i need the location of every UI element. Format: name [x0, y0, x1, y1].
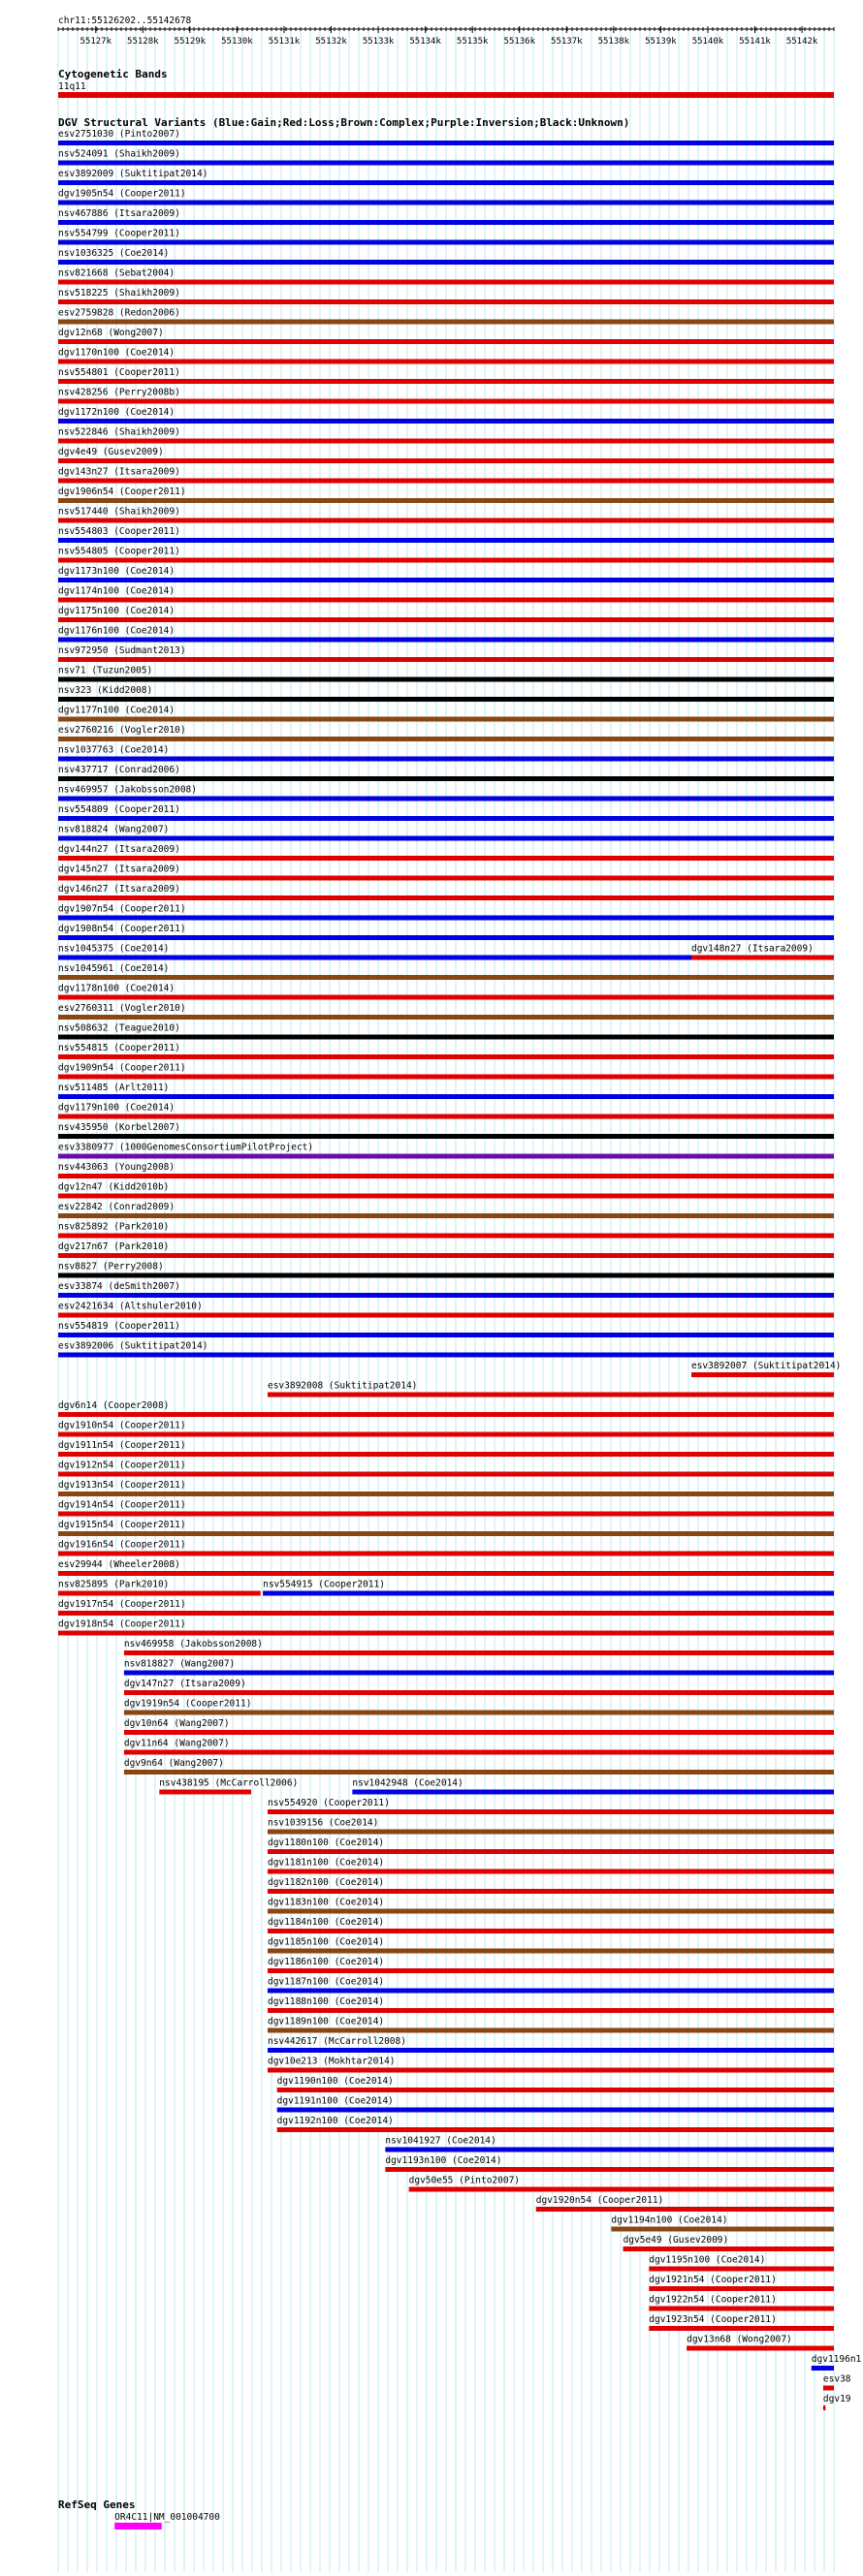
refseq-track-title: RefSeq Genes [58, 2498, 136, 2511]
dgv-feature-bar[interactable] [385, 2148, 834, 2152]
dgv-feature-label: dgv145n27 (Itsara2009) [58, 864, 180, 875]
ruler-tick-label: 55140k [691, 37, 724, 47]
dgv-feature-label: esv29944 (Wheeler2008) [58, 1559, 180, 1570]
dgv-feature-label: nsv442617 (McCarroll2008) [267, 2036, 406, 2047]
dgv-feature-bar[interactable] [58, 816, 834, 821]
dgv-feature-label: dgv1916n54 (Cooper2011) [58, 1539, 186, 1551]
refseq-gene-bar[interactable] [114, 2523, 162, 2529]
dgv-feature-bar[interactable] [58, 220, 834, 225]
dgv-feature-label: dgv1910n54 (Cooper2011) [58, 1420, 186, 1431]
dgv-feature-label: nsv818824 (Wang2007) [58, 824, 170, 835]
dgv-feature-bar[interactable] [58, 1035, 834, 1040]
ruler-tick-label: 55139k [645, 37, 677, 47]
location-label: chr11:55126202..55142678 [58, 16, 192, 26]
dgv-feature-label: dgv10n64 (Wang2007) [123, 1718, 230, 1729]
dgv-feature-label: dgv1176n100 (Coe2014) [58, 625, 176, 637]
dgv-feature-bar[interactable] [58, 1591, 261, 1596]
dgv-feature-bar[interactable] [58, 916, 834, 921]
dgv-feature-bar[interactable] [268, 1889, 834, 1894]
dgv-feature-bar[interactable] [691, 956, 834, 960]
dgv-feature-label: esv2760216 (Vogler2010) [58, 725, 186, 736]
dgv-feature-label: esv33874 (deSmith2007) [58, 1281, 180, 1292]
dgv-feature-label: dgv1182n100 (Coe2014) [267, 1877, 385, 1888]
refseq-gene-label: OR4C11|NM_001004700 [114, 2512, 220, 2523]
dgv-feature-label: esv2751030 (Pinto2007) [58, 129, 180, 140]
dgv-feature-label: nsv554799 (Cooper2011) [58, 228, 180, 239]
dgv-feature-label: nsv8827 (Perry2008) [58, 1261, 164, 1272]
dgv-feature-label: dgv13n68 (Wong2007) [687, 2334, 792, 2345]
dgv-feature-label: dgv1193n100 (Coe2014) [385, 2155, 502, 2166]
dgv-feature-bar[interactable] [268, 1830, 834, 1835]
dgv-feature-label: nsv825892 (Park2010) [58, 1221, 170, 1233]
dgv-feature-label: nsv524091 (Shaikh2009) [58, 148, 180, 160]
dgv-feature-label: dgv1913n54 (Cooper2011) [58, 1480, 186, 1491]
dgv-feature-label: nsv554803 (Cooper2011) [58, 526, 180, 537]
dgv-feature-label: dgv146n27 (Itsara2009) [58, 884, 180, 895]
dgv-feature-label: nsv825895 (Park2010) [58, 1579, 170, 1590]
dgv-feature-label: nsv522846 (Shaikh2009) [58, 426, 180, 438]
dgv-feature-label: nsv972950 (Sudmant2013) [58, 645, 186, 656]
dgv-feature-bar[interactable] [58, 1353, 834, 1358]
dgv-feature-bar[interactable] [58, 1631, 834, 1636]
dgv-feature-bar[interactable] [124, 1690, 834, 1695]
ruler-tick-label: 55142k [785, 37, 818, 47]
ruler-tick-label: 55128k [127, 37, 159, 47]
dgv-feature-bar[interactable] [58, 479, 834, 484]
dgv-feature-bar[interactable] [268, 1393, 834, 1398]
dgv-feature-bar[interactable] [691, 1372, 834, 1377]
dgv-feature-bar[interactable] [58, 638, 834, 643]
dgv-feature-label: dgv1173n100 (Coe2014) [58, 566, 176, 577]
refseq-features [114, 2512, 220, 2529]
dgv-feature-label: dgv1191n100 (Coe2014) [276, 2095, 394, 2107]
dgv-feature-label: dgv1178n100 (Coe2014) [58, 983, 176, 994]
dgv-feature-bar[interactable] [58, 1213, 834, 1218]
dgv-feature-bar[interactable] [268, 1849, 834, 1854]
dgv-feature-bar[interactable] [58, 439, 834, 444]
dgv-feature-bar[interactable] [58, 299, 834, 304]
dgv-feature-label: nsv1036325 (Coe2014) [58, 248, 170, 259]
dgv-feature-bar[interactable] [58, 1432, 834, 1437]
dgv-feature-bar[interactable] [58, 360, 834, 364]
dgv-feature-bar[interactable] [58, 240, 834, 245]
dgv-feature-bar[interactable] [268, 1869, 834, 1874]
dgv-feature-bar[interactable] [124, 1730, 834, 1735]
dgv-feature-label: dgv9n64 (Wang2007) [123, 1758, 224, 1769]
dgv-feature-bar[interactable] [58, 339, 834, 344]
dgv-feature-bar[interactable] [263, 1591, 834, 1596]
ruler-tick-label: 55133k [362, 37, 395, 47]
dgv-feature-label: nsv1042948 (Coe2014) [352, 1777, 463, 1789]
dgv-feature-label: dgv1181n100 (Coe2014) [267, 1857, 385, 1869]
dgv-feature-label: nsv511485 (Arlt2011) [58, 1083, 170, 1093]
dgv-feature-label: dgv1907n54 (Cooper2011) [58, 903, 186, 915]
ruler-tick-label: 55137k [551, 37, 583, 47]
dgv-feature-bar[interactable] [58, 1313, 834, 1318]
dgv-feature-bar[interactable] [58, 757, 834, 762]
dgv-feature-label: dgv1183n100 (Coe2014) [267, 1897, 385, 1908]
dgv-feature-bar[interactable] [58, 1552, 834, 1556]
dgv-feature-label: dgv1922n54 (Cooper2011) [649, 2294, 777, 2306]
dgv-feature-bar[interactable] [159, 1790, 251, 1795]
dgv-feature-bar[interactable] [58, 458, 834, 463]
dgv-feature-bar[interactable] [268, 2028, 834, 2033]
dgv-feature-bar[interactable] [687, 2346, 834, 2351]
dgv-feature-bar[interactable] [268, 1929, 834, 1933]
dgv-feature-bar[interactable] [812, 2366, 834, 2371]
dgv-feature-bar[interactable] [268, 2068, 834, 2073]
ruler-tick-label: 55127k [80, 37, 112, 47]
dgv-feature-label: nsv438195 (McCarroll2006) [159, 1777, 299, 1789]
dgv-feature-label: dgv1908n54 (Cooper2011) [58, 924, 186, 934]
dgv-feature-bar[interactable] [58, 1094, 834, 1099]
dgv-feature-label: dgv1195n100 (Coe2014) [649, 2254, 766, 2266]
dgv-feature-label: esv2421634 (Altshuler2010) [58, 1301, 203, 1312]
dgv-feature-label: dgv148n27 (Itsara2009) [690, 943, 814, 955]
dgv-feature-bar[interactable] [268, 1809, 834, 1814]
dgv-feature-label: nsv554815 (Cooper2011) [58, 1043, 180, 1053]
dgv-feature-label: nsv435950 (Korbel2007) [58, 1122, 180, 1133]
dgv-feature-bar[interactable] [58, 797, 834, 801]
dgv-feature-label: dgv6n14 (Cooper2008) [58, 1400, 170, 1411]
dgv-feature-bar[interactable] [268, 1909, 834, 1914]
dgv-feature-bar[interactable] [124, 1671, 834, 1676]
dgv-feature-label: dgv1185n100 (Coe2014) [267, 1936, 385, 1948]
dgv-feature-label: nsv1045375 (Coe2014) [58, 943, 170, 955]
ruler-tick-label: 55138k [597, 37, 630, 47]
dgv-feature-label: dgv1192n100 (Coe2014) [276, 2116, 394, 2126]
dgv-feature-label: dgv1914n54 (Cooper2011) [58, 1499, 186, 1511]
dgv-feature-label: nsv1045961 (Coe2014) [58, 963, 170, 974]
dgv-track-title: DGV Structural Variants (Blue:Gain;Red:Loss;Brown:Complex;Purple:Inversion;Black:Unknown) [58, 116, 630, 129]
cytoband-bar[interactable] [58, 92, 834, 98]
ruler-tick-label: 55134k [409, 37, 441, 47]
dgv-feature-bar[interactable] [58, 1611, 834, 1616]
dgv-feature-bar[interactable] [649, 2326, 834, 2331]
dgv-feature-label: dgv1170n100 (Coe2014) [58, 347, 176, 359]
dgv-feature-label: nsv818827 (Wang2007) [123, 1658, 236, 1670]
dgv-feature-bar[interactable] [58, 935, 834, 940]
dgv-feature-bar[interactable] [58, 201, 834, 205]
dgv-feature-label: dgv1177n100 (Coe2014) [58, 705, 176, 716]
dgv-feature-bar[interactable] [823, 2386, 834, 2391]
dgv-feature-label: dgv1918n54 (Cooper2011) [58, 1618, 186, 1630]
ruler-tick-label: 55131k [268, 37, 301, 47]
dgv-feature-label: esv3892009 (Suktitipat2014) [58, 169, 208, 179]
dgv-feature-label: dgv1912n54 (Cooper2011) [58, 1460, 186, 1471]
dgv-feature-label: nsv517440 (Shaikh2009) [58, 506, 180, 518]
dgv-feature-label: esv3892007 (Suktitipat2014) [690, 1361, 842, 1371]
dgv-feature-label: nsv1037763 (Coe2014) [58, 744, 170, 756]
dgv-feature-label: dgv1923n54 (Cooper2011) [649, 2314, 777, 2325]
dgv-feature-label: dgv1196n1 [811, 2354, 862, 2365]
dgv-feature-bar[interactable] [58, 697, 834, 702]
cytoband-track-title: Cytogenetic Bands [58, 68, 168, 80]
dgv-feature-bar[interactable] [58, 419, 834, 424]
dgv-feature-bar[interactable] [58, 141, 834, 145]
dgv-feature-bar[interactable] [124, 1711, 834, 1715]
dgv-feature-label: dgv1920n54 (Cooper2011) [535, 2195, 664, 2206]
dgv-feature-bar[interactable] [385, 2167, 834, 2172]
dgv-feature-bar[interactable] [268, 1968, 834, 1973]
dgv-feature-bar[interactable] [58, 518, 834, 523]
dgv-feature-bar[interactable] [823, 2405, 825, 2410]
dgv-feature-bar[interactable] [58, 677, 834, 682]
dgv-features [58, 129, 862, 2410]
dgv-feature-label: nsv1041927 (Coe2014) [385, 2135, 496, 2147]
dgv-feature-bar[interactable] [58, 1054, 834, 1059]
dgv-feature-bar[interactable] [649, 2307, 834, 2311]
dgv-feature-label: esv2759828 (Redon2006) [58, 307, 180, 319]
dgv-feature-bar[interactable] [409, 2187, 834, 2192]
dgv-feature-bar[interactable] [58, 320, 834, 325]
dgv-feature-bar[interactable] [58, 1015, 834, 1020]
dgv-feature-bar[interactable] [268, 2008, 834, 2013]
dgv-feature-label: dgv1184n100 (Coe2014) [267, 1917, 385, 1928]
dgv-feature-bar[interactable] [58, 956, 703, 960]
dgv-feature-label: nsv554805 (Cooper2011) [58, 546, 180, 557]
dgv-feature-bar[interactable] [124, 1750, 834, 1755]
dgv-feature-label: dgv1174n100 (Coe2014) [58, 585, 176, 597]
dgv-feature-label: dgv1190n100 (Coe2014) [276, 2076, 394, 2087]
ruler-tick-label: 55129k [174, 37, 207, 47]
dgv-feature-bar[interactable] [268, 2048, 834, 2053]
dgv-feature-label: nsv554915 (Cooper2011) [263, 1579, 385, 1590]
cytoband-label: 11q11 [58, 81, 86, 92]
dgv-feature-bar[interactable] [58, 717, 834, 722]
dgv-feature-bar[interactable] [58, 995, 834, 1000]
dgv-feature-label: dgv1179n100 (Coe2014) [58, 1102, 176, 1114]
dgv-feature-label: dgv1189n100 (Coe2014) [267, 2016, 385, 2027]
dgv-feature-bar[interactable] [58, 161, 834, 166]
dgv-feature-bar[interactable] [58, 737, 834, 741]
dgv-feature-label: nsv469958 (Jakobsson2008) [123, 1639, 263, 1649]
dgv-feature-label: nsv554801 (Cooper2011) [58, 367, 180, 378]
dgv-feature-label: esv2760311 (Vogler2010) [58, 1003, 186, 1014]
dgv-feature-bar[interactable] [623, 2246, 834, 2251]
dgv-feature-label: nsv554809 (Cooper2011) [58, 804, 180, 815]
dgv-feature-label: dgv1905n54 (Cooper2011) [58, 188, 186, 200]
dgv-feature-label: dgv217n67 (Park2010) [58, 1241, 170, 1252]
dgv-feature-bar[interactable] [611, 2227, 834, 2232]
dgv-feature-bar[interactable] [58, 1571, 834, 1576]
dgv-feature-bar[interactable] [58, 260, 834, 265]
dgv-feature-label: esv22842 (Conrad2009) [58, 1202, 176, 1212]
dgv-feature-bar[interactable] [268, 1989, 834, 1994]
dgv-feature-bar[interactable] [58, 180, 834, 185]
dgv-feature-label: dgv19 [822, 2394, 851, 2404]
dgv-feature-bar[interactable] [58, 538, 834, 543]
ruler-tick-label: 55136k [503, 37, 536, 47]
dgv-feature-bar[interactable] [58, 836, 834, 841]
ruler-tick-label: 55130k [221, 37, 253, 47]
dgv-feature-label: dgv144n27 (Itsara2009) [58, 844, 180, 855]
dgv-feature-bar[interactable] [58, 1234, 834, 1239]
dgv-feature-bar[interactable] [58, 379, 834, 384]
dgv-feature-bar[interactable] [277, 2088, 834, 2092]
dgv-feature-bar[interactable] [649, 2267, 834, 2272]
dgv-feature-bar[interactable] [58, 1154, 834, 1159]
dgv-feature-label: dgv143n27 (Itsara2009) [58, 466, 180, 478]
dgv-feature-bar[interactable] [58, 1472, 834, 1477]
dgv-feature-bar[interactable] [124, 1650, 834, 1655]
dgv-feature-bar[interactable] [58, 1492, 834, 1496]
dgv-feature-label: nsv554920 (Cooper2011) [267, 1798, 390, 1808]
dgv-feature-label: dgv1909n54 (Cooper2011) [58, 1062, 186, 1074]
dgv-feature-label: dgv1906n54 (Cooper2011) [58, 487, 186, 497]
dgv-feature-bar[interactable] [352, 1790, 834, 1795]
dgv-feature-label: dgv1919n54 (Cooper2011) [123, 1698, 252, 1710]
dgv-feature-bar[interactable] [58, 1293, 834, 1298]
dgv-feature-bar[interactable] [58, 895, 834, 900]
dgv-feature-bar[interactable] [58, 1194, 834, 1199]
dgv-feature-label: esv3892006 (Suktitipat2014) [58, 1340, 208, 1352]
dgv-feature-bar[interactable] [58, 776, 834, 781]
dgv-feature-label: nsv518225 (Shaikh2009) [58, 288, 180, 298]
dgv-feature-bar[interactable] [58, 1273, 834, 1278]
dgv-feature-bar[interactable] [58, 1452, 834, 1457]
dgv-feature-bar[interactable] [58, 1174, 834, 1178]
dgv-feature-bar[interactable] [58, 598, 834, 603]
dgv-feature-label: nsv428256 (Perry2008b) [58, 387, 180, 398]
dgv-feature-bar[interactable] [58, 578, 834, 582]
dgv-feature-label: dgv12n68 (Wong2007) [58, 328, 164, 338]
dgv-feature-bar[interactable] [58, 280, 834, 285]
dgv-feature-bar[interactable] [58, 856, 834, 861]
dgv-feature-label: nsv1039156 (Coe2014) [267, 1817, 379, 1829]
ruler-tick-label: 55141k [739, 37, 771, 47]
dgv-feature-label: dgv1186n100 (Coe2014) [267, 1957, 385, 1967]
dgv-feature-label: dgv1187n100 (Coe2014) [267, 1976, 385, 1988]
dgv-feature-label: dgv1172n100 (Coe2014) [58, 407, 176, 418]
dgv-feature-bar[interactable] [268, 1949, 834, 1954]
dgv-feature-bar[interactable] [58, 657, 834, 662]
dgv-feature-bar[interactable] [58, 1075, 834, 1080]
dgv-feature-label: dgv1915n54 (Cooper2011) [58, 1520, 186, 1530]
dgv-feature-label: nsv437717 (Conrad2006) [58, 765, 180, 775]
dgv-feature-label: dgv1921n54 (Cooper2011) [649, 2275, 777, 2285]
dgv-feature-label: nsv467886 (Itsara2009) [58, 208, 180, 219]
dgv-feature-label: nsv821668 (Sebat2004) [58, 267, 176, 279]
dgv-feature-bar[interactable] [536, 2207, 834, 2212]
dgv-feature-bar[interactable] [649, 2286, 834, 2291]
dgv-feature-bar[interactable] [124, 1770, 834, 1775]
dgv-feature-bar[interactable] [58, 876, 834, 881]
dgv-feature-label: dgv1911n54 (Cooper2011) [58, 1440, 186, 1451]
dgv-feature-label: dgv50e55 (Pinto2007) [408, 2175, 521, 2186]
dgv-feature-bar[interactable] [58, 1115, 834, 1119]
dgv-feature-label: dgv1194n100 (Coe2014) [611, 2215, 728, 2226]
dgv-feature-bar[interactable] [58, 1512, 834, 1517]
dgv-feature-bar[interactable] [58, 617, 834, 622]
dgv-feature-label: nsv443063 (Young2008) [58, 1162, 176, 1173]
dgv-feature-label: nsv508632 (Teague2010) [58, 1022, 180, 1034]
dgv-feature-bar[interactable] [58, 1134, 834, 1139]
ruler-tick-label: 55132k [315, 37, 347, 47]
dgv-feature-label: dgv1917n54 (Cooper2011) [58, 1599, 186, 1610]
dgv-feature-bar[interactable] [58, 558, 834, 563]
dgv-feature-bar[interactable] [58, 1333, 834, 1337]
dgv-feature-label: nsv554819 (Cooper2011) [58, 1321, 180, 1332]
ruler-tick-label: 55135k [456, 37, 489, 47]
dgv-feature-label: dgv1180n100 (Coe2014) [267, 1838, 385, 1848]
dgv-feature-bar[interactable] [58, 1531, 834, 1536]
dgv-feature-label: esv3380977 (1000GenomesConsortiumPilotProject) [58, 1142, 314, 1153]
dgv-feature-label: dgv147n27 (Itsara2009) [123, 1679, 246, 1689]
dgv-feature-label: dgv1188n100 (Coe2014) [267, 1996, 385, 2007]
dgv-feature-label: dgv1175n100 (Coe2014) [58, 606, 176, 616]
dgv-feature-bar[interactable] [58, 975, 834, 980]
dgv-feature-label: dgv4e49 (Gusev2009) [58, 447, 164, 457]
dgv-feature-bar[interactable] [58, 399, 834, 404]
dgv-feature-label: dgv5e49 (Gusev2009) [623, 2235, 729, 2246]
dgv-feature-bar[interactable] [58, 498, 834, 503]
dgv-feature-bar[interactable] [277, 2127, 834, 2132]
dgv-feature-bar[interactable] [58, 1253, 834, 1258]
dgv-feature-bar[interactable] [58, 1412, 834, 1417]
dgv-feature-label: esv38 [822, 2373, 851, 2385]
dgv-feature-label: esv3892008 (Suktitipat2014) [267, 1380, 418, 1392]
dgv-feature-label: nsv469957 (Jakobsson2008) [58, 784, 197, 796]
dgv-feature-label: dgv12n47 (Kidd2010b) [58, 1181, 170, 1193]
dgv-feature-bar[interactable] [277, 2108, 834, 2113]
dgv-feature-label: nsv323 (Kidd2008) [58, 685, 153, 696]
dgv-feature-label: dgv10e213 (Mokhtar2014) [267, 2056, 396, 2067]
dgv-feature-label: dgv11n64 (Wang2007) [123, 1738, 230, 1749]
dgv-feature-label: nsv71 (Tuzun2005) [58, 665, 153, 676]
